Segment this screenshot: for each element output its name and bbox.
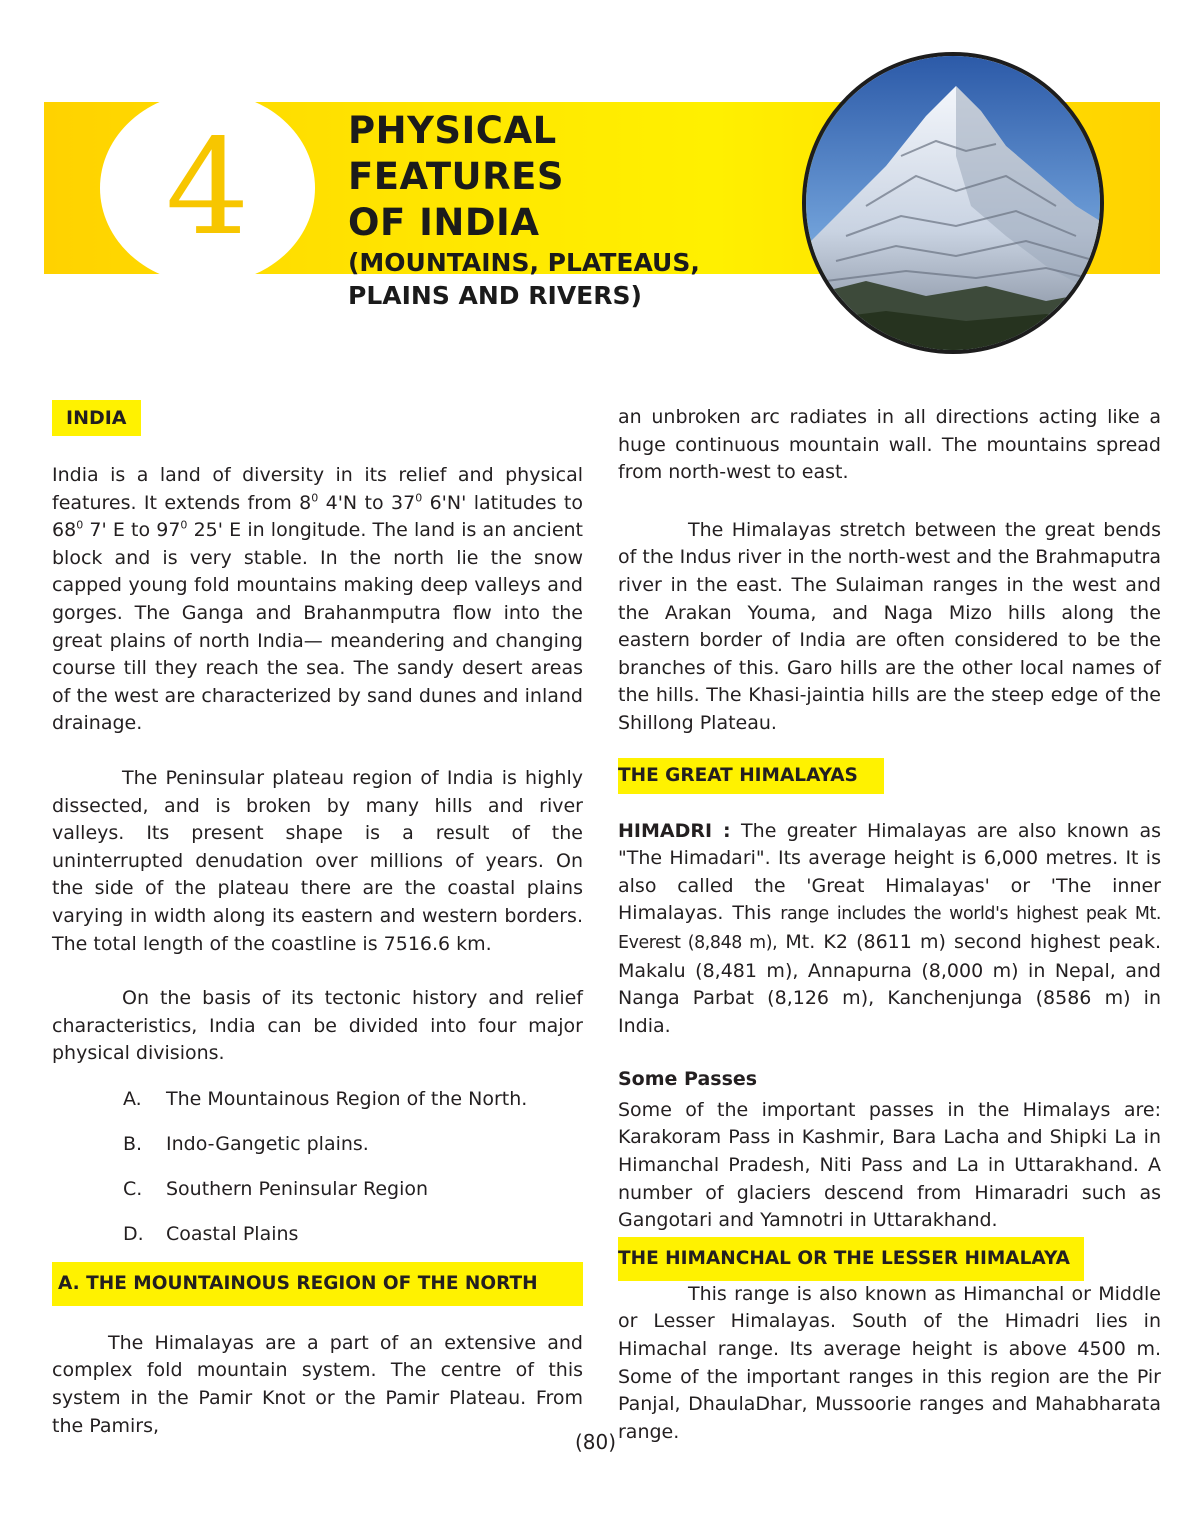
- himadri-text-c: Mt. K2 (8611 m) second highest peak. Makalu (8,481 m), Annapurna (8,000 m) in Nepal, and Nanga Parbat (8,126 m), Kanchenjunga (8586 m) in India.: [618, 930, 1161, 1037]
- list-item: [123, 1086, 583, 1131]
- snow-mountain-image: [806, 56, 1100, 350]
- chapter-subtitle-line2: PLAINS AND RIVERS): [348, 281, 642, 310]
- lesser-himalaya-heading: THE HIMANCHAL OR THE LESSER HIMALAYA: [618, 1237, 1084, 1281]
- intro-text-c: 6'N' latitudes to 68: [52, 491, 583, 542]
- himadri-text-b: range includes the world's highest peak Mt. Everest (8,848 m),: [618, 904, 1161, 953]
- intro-text-a: India is a land of diversity in its relief and physical features. It extends from 8: [52, 464, 583, 514]
- list-item-text: Southern Peninsular Region: [166, 1177, 429, 1200]
- chapter-number: 4: [165, 111, 250, 265]
- list-item-letter: A.: [123, 1087, 142, 1110]
- chapter-title-line1: PHYSICAL FEATURES: [348, 109, 565, 198]
- degree-superscript: 0: [311, 491, 319, 505]
- chapter-title: [348, 108, 778, 312]
- list-item-letter: B.: [123, 1132, 143, 1155]
- list-item: [123, 1131, 583, 1176]
- list-item-text: The Mountainous Region of the North.: [166, 1087, 528, 1110]
- india-heading: INDIA: [52, 400, 141, 436]
- list-item: [123, 1176, 583, 1221]
- degree-superscript: 0: [415, 491, 423, 505]
- mountain-photo: [802, 52, 1104, 354]
- right-column: [618, 404, 1161, 1446]
- divisions-list: [52, 1086, 583, 1266]
- list-item-letter: C.: [123, 1177, 143, 1200]
- list-item: [123, 1221, 583, 1266]
- divisions-intro-paragraph: On the basis of its tectonic history and relief characteristics, India can be divided into four major physical divisions.: [52, 987, 583, 1065]
- passes-paragraph: Some of the important passes in the Himalays are: Karakoram Pass in Kashmir, Bara Lacha and Shipki La in Himanchal Pradesh, Niti Pass and La in Uttarakhand. A number of glaciers descend from Himaradri such as Gangotari and Yamnotri in Uttarakhand.: [618, 1098, 1161, 1232]
- chapter-title-line2: OF INDIA: [348, 201, 540, 244]
- himadri-term: HIMADRI :: [618, 819, 731, 842]
- degree-superscript: 0: [76, 518, 84, 532]
- intro-text-e: 25' E in longitude. The land is an ancient block and is very stable. In the north lie the snow capped young fold mountains making deep valleys and gorges. The Ganga and Brahanmputra flow into the great plains of north India— meandering and changing course till they reach the sea. The sandy desert areas of the west are characterized by sand dunes and inland drainage.: [52, 519, 583, 735]
- left-column: [52, 400, 583, 1440]
- himalayas-system-paragraph: The Himalayas are a part of an extensive and complex fold mountain system. The centre of this system in the Pamir Knot or the Pamir Plateau. From the Pamirs,: [52, 1331, 583, 1437]
- himalayas-stretch-paragraph: The Himalayas stretch between the great bends of the Indus river in the north-west and the Brahmaputra river in the east. The Sulaiman ranges in the west and the Arakan Youma, and Naga Mizo hills along the eastern border of India are often considered to be the branches of this. Garo hills are the other local names of the hills. The Khasi-jaintia hills are the steep edge of the Shillong Plateau.: [618, 518, 1161, 734]
- list-item-letter: D.: [123, 1222, 144, 1245]
- degree-superscript: 0: [180, 518, 188, 532]
- arc-paragraph: an unbroken arc radiates in all directions acting like a huge continuous mountain wall. The mountains spread from north-west to east.: [618, 406, 1161, 484]
- lesser-himalaya-paragraph: This range is also known as Himanchal or Middle or Lesser Himalayas. South of the Himadri lies in Himachal range. Its average height is above 4500 m. Some of the important ranges in this region are the Pir Panjal, DhaulaDhar, Mussoorie ranges and Mahabharata range.: [618, 1282, 1161, 1443]
- intro-text-b: 4'N to 37: [318, 491, 416, 514]
- himadri-paragraph: [618, 818, 1161, 1041]
- chapter-subtitle-line1: (MOUNTAINS, PLATEAUS,: [348, 248, 700, 277]
- passes-heading: Some Passes: [618, 1068, 758, 1091]
- intro-text-d: 7' E to 97: [83, 519, 181, 542]
- great-himalayas-heading: THE GREAT HIMALAYAS: [618, 758, 884, 794]
- himadri-text-a: The greater Himalayas are also known as "The Himadari". Its average height is 6,000 metres. It is also called the 'Great Himalayas' or 'The inner Himalayas. This: [618, 819, 1161, 925]
- peninsular-paragraph: The Peninsular plateau region of India is highly dissected, and is broken by many hills and river valleys. Its present shape is a result of the uninterrupted denudation over millions of years. On the side of the plateau there are the coastal plains varying in width along its eastern and western borders. The total length of the coastline is 7516.6 km.: [52, 766, 583, 955]
- chapter-number-badge: [100, 92, 315, 284]
- list-item-text: Indo-Gangetic plains.: [166, 1132, 369, 1155]
- list-item-text: Coastal Plains: [166, 1222, 299, 1245]
- section-a-heading: A. THE MOUNTAINOUS REGION OF THE NORTH: [52, 1262, 583, 1306]
- page-number: (80): [574, 1430, 617, 1454]
- india-intro-paragraph: [52, 462, 583, 738]
